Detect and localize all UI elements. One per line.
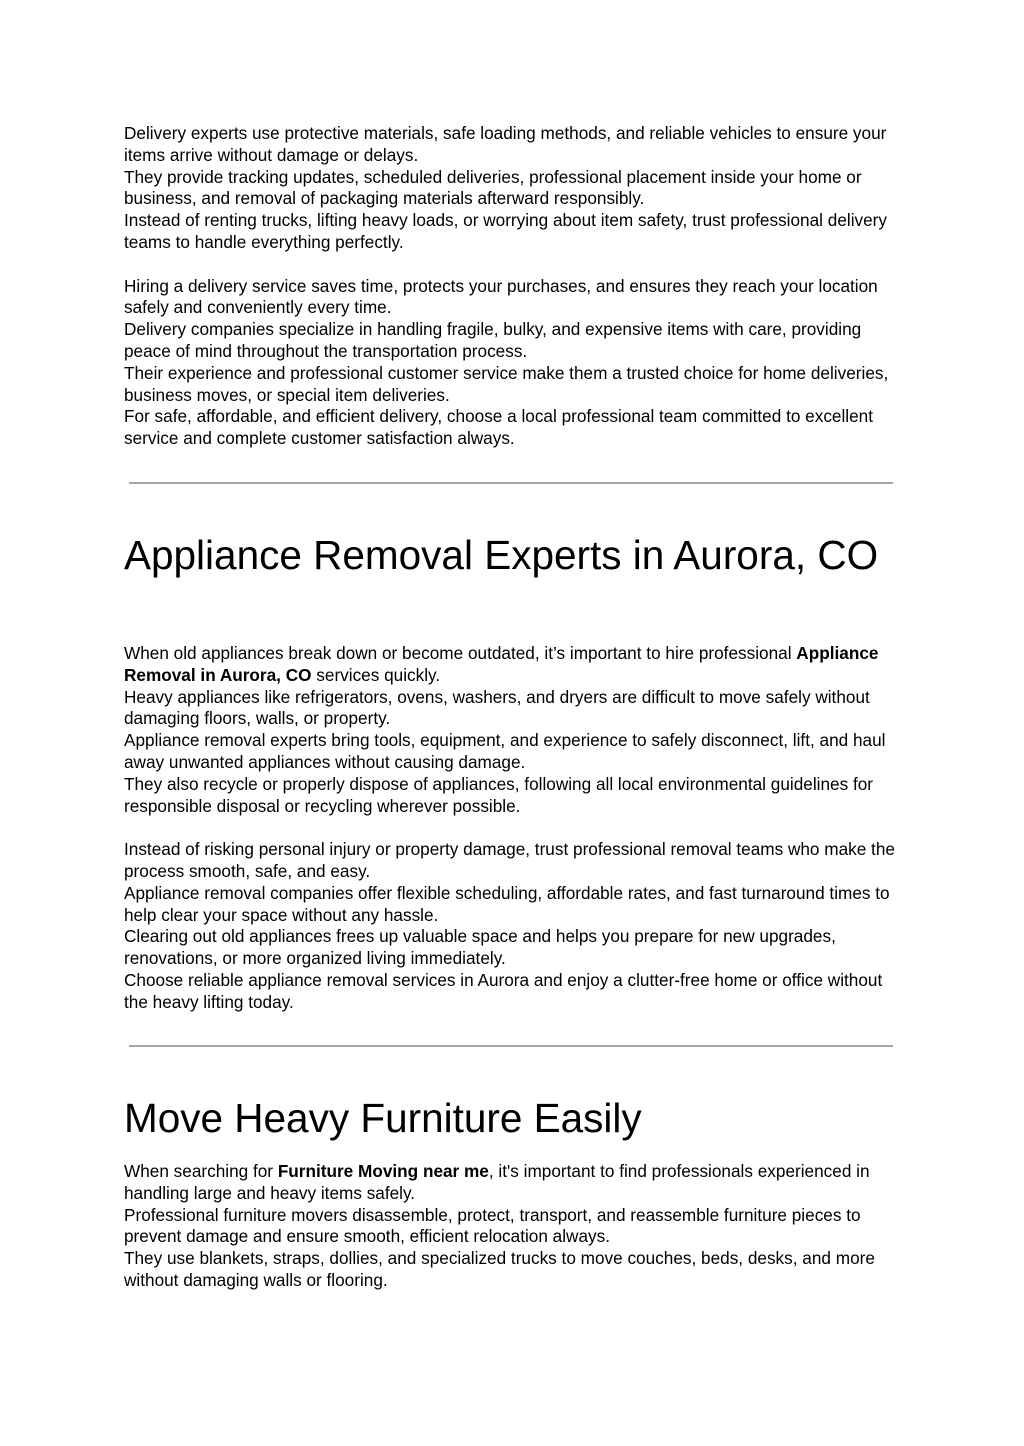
section-heading-furniture: Move Heavy Furniture Easily: [124, 1095, 642, 1141]
section-divider: [129, 1045, 893, 1047]
paragraph: Choose reliable appliance removal services in Aurora and enjoy a clutter-free home or office without the heavy lifting today.: [124, 969, 883, 1012]
paragraph: They use blankets, straps, dollies, and specialized trucks to move couches, beds, desks, and more without damaging walls or flooring.: [124, 1248, 875, 1290]
paragraph: Clearing out old appliances frees up valuable space and helps you prepare for new upgrades, renovations, or more organized living immediately.: [124, 926, 836, 969]
paragraph: For safe, affordable, and efficient delivery, choose a local professional team committed to excellent service and complete customer satisfaction always.: [124, 406, 874, 449]
paragraph: Appliance removal experts bring tools, equipment, and experience to safely disconnect, lift, and haul away unwanted appliances without causing damage.: [124, 730, 886, 772]
paragraph: Hiring a delivery service saves time, protects your purchases, and ensures they reach your location safely and conveniently every time.: [124, 275, 878, 318]
paragraph: Delivery experts use protective materials, safe loading methods, and reliable vehicles to ensure your items arrive without damage or delays.: [124, 123, 887, 165]
paragraph: Instead of risking personal injury or property damage, trust professional removal teams who make the process smooth, safe, and easy.: [124, 839, 895, 881]
furniture-moving-section: [124, 1161, 904, 1292]
paragraph: When searching for Furniture Moving near me, it's important to find professionals experienced in handling large and heavy items safely.: [124, 1161, 870, 1203]
paragraph: Instead of renting trucks, lifting heavy loads, or worrying about item safety, trust professional delivery teams to handle everything perfectly.: [124, 210, 887, 252]
keyword-link: Appliance Removal in Aurora, CO: [124, 643, 879, 685]
appliance-removal-section: [124, 643, 904, 1014]
paragraph: Delivery companies specialize in handling fragile, bulky, and expensive items with care, providing peace of mind throughout the transportation process.: [124, 319, 862, 361]
paragraph: Their experience and professional customer service make them a trusted choice for home deliveries, business moves, or special item deliveries.: [124, 362, 889, 405]
paragraph: Heavy appliances like refrigerators, ovens, washers, and dryers are difficult to move safely without damaging floors, walls, or property.: [124, 686, 870, 729]
keyword-link: Furniture Moving near me: [277, 1161, 489, 1181]
delivery-section: [124, 123, 904, 450]
paragraph: When old appliances break down or become outdated, it’s important to hire professional Appliance Removal in Aurora, CO services quickly.: [124, 643, 879, 685]
section-heading-appliance-removal: Appliance Removal Experts in Aurora, CO: [124, 532, 879, 578]
paragraph: Professional furniture movers disassemble, protect, transport, and reassemble furniture pieces to prevent damage and ensure smooth, efficient relocation always.: [124, 1204, 861, 1247]
paragraph: They also recycle or properly dispose of appliances, following all local environmental guidelines for responsible disposal or recycling wherever possible.: [124, 773, 874, 816]
section-divider: [129, 482, 893, 484]
paragraph: Appliance removal companies offer flexible scheduling, affordable rates, and fast turnaround times to help clear your space without any hassle.: [124, 882, 890, 925]
paragraph: They provide tracking updates, scheduled deliveries, professional placement inside your home or business, and removal of packaging materials afterward responsibly.: [124, 166, 862, 209]
